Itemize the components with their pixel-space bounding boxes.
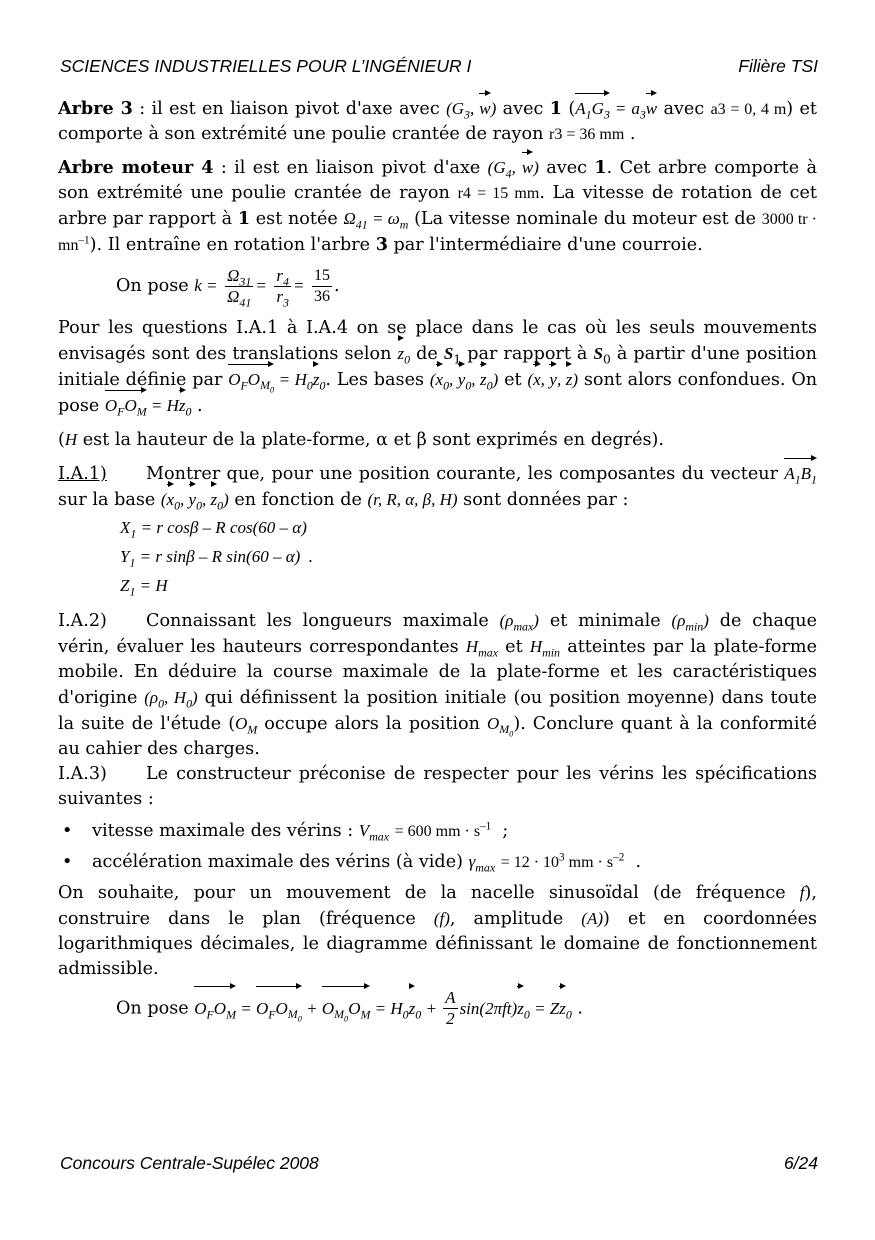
domain-paragraph: On souhaite, pour un mouvement de la nacelle sinusoïdal (de fréquence f), construire dans le plan (fréquence (f), amplitude (A)) et en coordonnées logarithmiques décimales, le diagramme définissant le domaine de fonctionnement admissible. <box>58 883 817 979</box>
arbre4-title: Arbre moteur 4 <box>58 157 214 178</box>
arbre3-title: Arbre 3 <box>58 98 133 119</box>
arbre4-text: est notée <box>250 209 344 229</box>
note-paragraph: (H est la hauteur de la plate-forme, α et β sont exprimés en degrés). <box>58 430 664 450</box>
arbre4-text: . La vitesse de rotation de cet arbre par rapport à <box>58 183 817 229</box>
arbre4-text: avec <box>538 158 595 178</box>
arbre4-paragraph: Arbre moteur 4 : il est en liaison pivot d'axe ($G_4$, w) avec 1. Cet arbre comporte à son extrémité une poulie crantée de rayon r4 = 15 mm. La vitesse de rotation de cet arbre par rapport à 1 est notée $\Omega_{41} = \omega_m$ (La vitesse nominale du moteur est de 3000 tr · $mn^{-1}$). Il entraîne en rotation l'arbre 3 par l'intermédiaire d'une courroie. <box>58 157 818 255</box>
arbre3-text: : il est en liaison pivot d'axe avec <box>132 99 447 119</box>
question-2: I.A.2) Connaissant les longueurs maximale $(\rho_{max})$ et minimale $(\rho_{min})$ de chaque vérin, évaluer les hauteurs correspondantes $H_{max}$ et $H_{min}$ atteintes par la plate-forme mobile. En déduire la course maximale de la plate-forme et les caractéristiques d'origine ($\rho_0$, $H_0$) qui définissent la position initiale (ou position moyenne) dans toute la suite de l'étude ($O_M$ occupe alors la position $O_{M_0}$). Conclure quant à la conformité au cahier des charges. <box>58 611 817 759</box>
final-onpose-label: On pose <box>116 998 189 1019</box>
list-item: • accélération maximale des vérins (à vide) $\gamma_{max} = 12 \cdot 10^3$ mm · $s^{-2}$ . <box>62 851 642 875</box>
arbre3-text: avec <box>657 99 711 119</box>
question-1-number: I.A.1) <box>58 464 107 484</box>
arbre4-text: : il est en liaison pivot d'axe <box>213 158 488 178</box>
header-section: Filière TSI <box>738 56 818 76</box>
equation-y1: $Y_1 = r$ sinβ – R sin(60 – α) . <box>120 547 314 570</box>
equation-z1: $Z_1 = H$ <box>120 576 168 599</box>
arbre4-text: . Cet arbre comporte à son extrémité une poulie crantée de rayon <box>58 158 817 203</box>
final-equation: On pose $O_FO_M = O_FO_{M_0} + O_{M_0}O_M = H_0z_0$ + $\frac{A}{2}$ $\sin(2\pi ft)z_0 = Zz_0$ . <box>116 988 583 1028</box>
onpose-label: On pose <box>116 276 189 296</box>
page-footer <box>60 1153 818 1174</box>
question-3-number: I.A.3) <box>58 764 107 784</box>
arbre3-a3: a3 = 0, 4 m <box>710 101 787 118</box>
equation-x1: $X_1 = r$ cosβ – R cos(60 – α) <box>120 518 307 541</box>
page-body <box>58 96 817 1029</box>
header-title: SCIENCES INDUSTRIELLES POUR L’INGÉNIEUR I <box>60 56 472 76</box>
arbre4-text: (La vitesse nominale du moteur est de <box>408 209 762 229</box>
k-definition: On pose k = $\frac{\Omega_{31}}{\Omega_{41}}$ = $\frac{r_4}{r_3}$ = $\frac{15}{36}$ . <box>116 265 340 309</box>
question-3: I.A.3) Le constructeur préconise de respecter pour les vérins les spécifications suivantes : <box>58 764 817 809</box>
page-number: 6/24 <box>783 1153 818 1173</box>
arbre3-text: avec <box>496 99 550 119</box>
list-item: • vitesse maximale des vérins : $V_{max} = 600$ mm · $s^{-1}$ ; <box>62 820 509 844</box>
arbre4-text: ). Il entraîne en rotation l'arbre <box>89 235 376 255</box>
arbre4-speed: 3000 tr · $mn^{-1}$ <box>58 211 818 254</box>
intro-paragraph: Pour les questions I.A.1 à I.A.4 on se place dans le cas où les seuls mouvements envisagés sont des translations selon $z_0$ de $S_1$ par rapport à $S_0$ à partir d'une position initiale définie par $O_FO_{M_0} = H_0z_0$. Les bases ($x_0$, $y_0$, $z_0$) et (x, y, z) sont alors confondues. On pose $O_FO_M = Hz_0$ . <box>58 318 818 419</box>
page-header <box>60 56 818 77</box>
arbre3-text: et comporte à son extrémité une poulie crantée de rayon <box>58 99 817 144</box>
question-2-number: I.A.2) <box>58 611 107 631</box>
arbre3-paragraph: Arbre 3 : il est en liaison pivot d'axe avec ($G_3$, w) avec 1 ($A_1G_3 = a_3w$ avec a3 = 0, 4 m) et comporte à son extrémité une poulie crantée de rayon r3 = 36 mm . <box>58 98 817 144</box>
footer-contest: Concours Centrale-Supélec 2008 <box>60 1153 319 1173</box>
arbre3-r3: r3 = 36 mm <box>549 126 625 143</box>
question-1: I.A.1) Montrer que, pour une position courante, les composantes du vecteur $A_1B_1$ sur la base ($x_0$, $y_0$, $z_0$) en fonction de (r, R, α, β, H) sont données par : <box>58 461 817 513</box>
arbre4-text: par l'intermédiaire d'une courroie. <box>387 235 703 255</box>
arbre4-r4: r4 = 15 mm <box>457 185 540 202</box>
